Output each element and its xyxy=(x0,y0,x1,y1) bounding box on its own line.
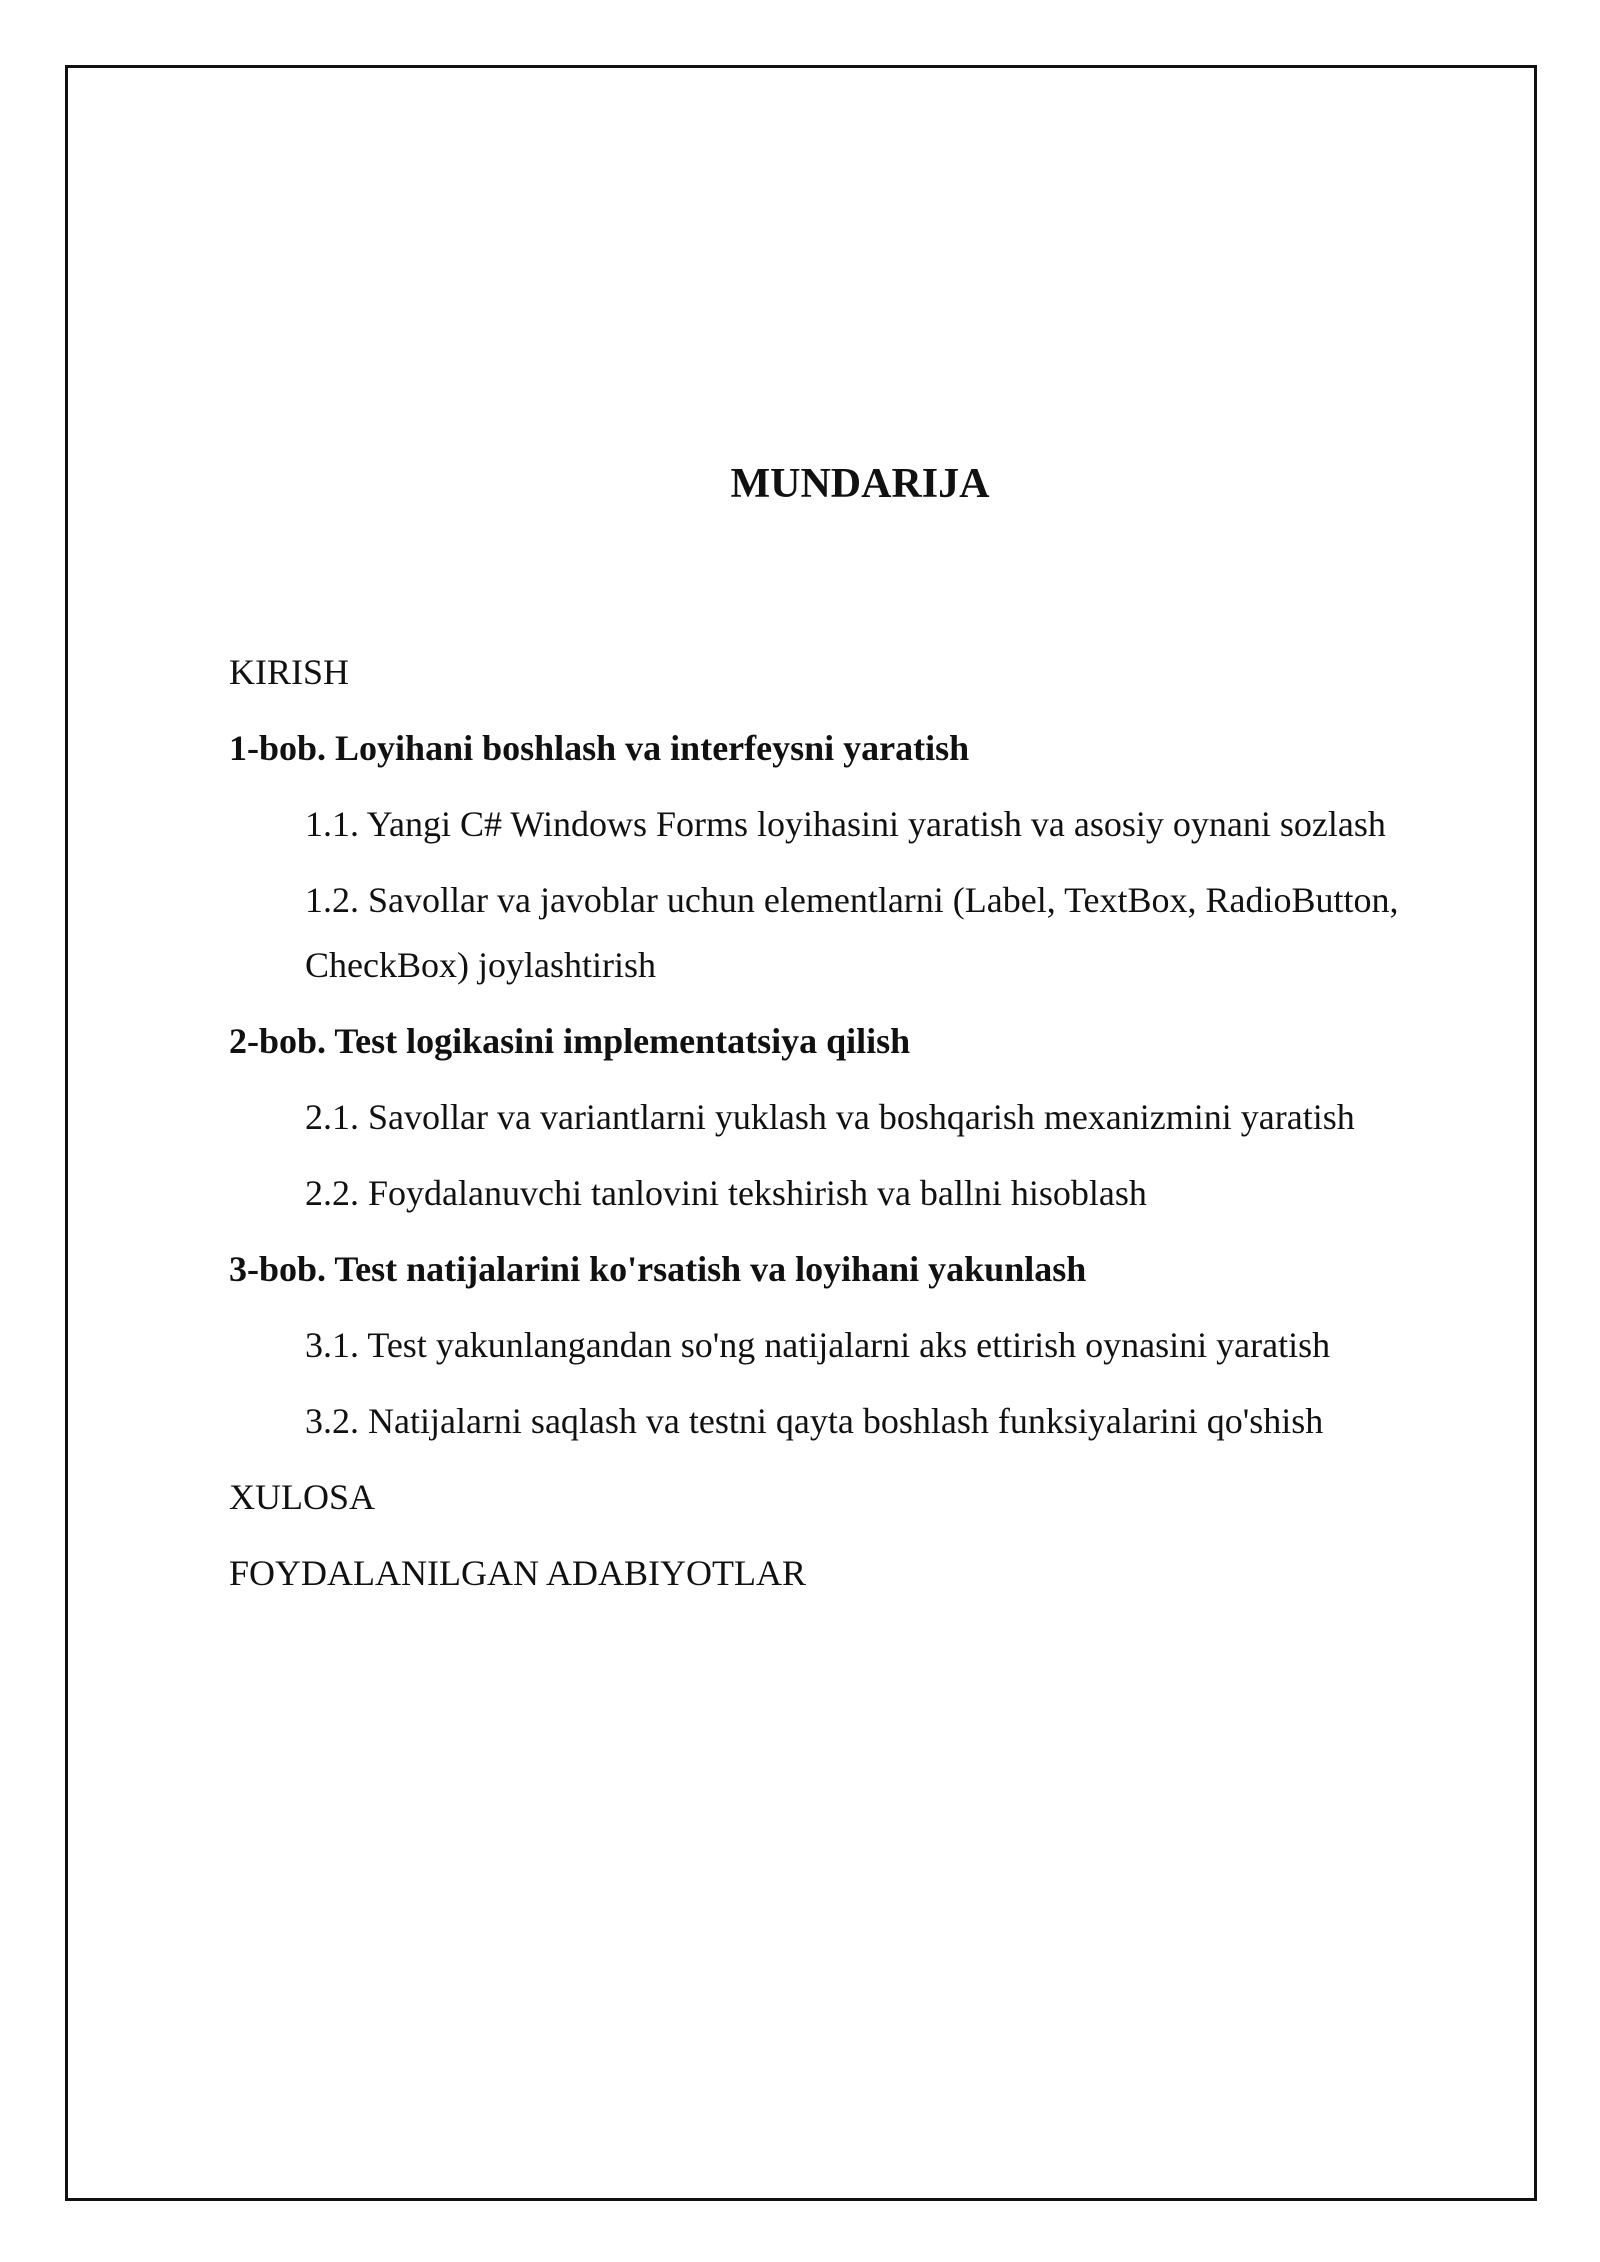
toc-chapter-3: 3-bob. Test natijalarini ko'rsatish va loyihani yakunlash xyxy=(229,1249,1087,1289)
toc-section-3-2: 3.2. Natijalarni saqlash va testni qayta boshlash funksiyalarini qo'shish xyxy=(305,1401,1324,1441)
toc-entry-introduction: KIRISH xyxy=(229,652,350,692)
toc-section-2-2: 2.2. Foydalanuvchi tanlovini tekshirish va ballni hisoblash xyxy=(305,1173,1147,1213)
toc-entry-conclusion: XULOSA xyxy=(229,1477,376,1517)
page-title: MUNDARIJA xyxy=(730,461,990,507)
toc-chapter-2: 2-bob. Test logikasini implementatsiya qilish xyxy=(229,1021,911,1061)
table-of-contents xyxy=(229,640,1479,1617)
toc-chapter-1: 1-bob. Loyihani boshlash va interfeysni yaratish xyxy=(229,728,970,768)
toc-section-1-2: 1.2. Savollar va javoblar uchun elementlarni (Label, TextBox, RadioButton, CheckBox) joylashtirish xyxy=(305,880,1399,985)
toc-section-3-1: 3.1. Test yakunlangandan so'ng natijalarni aks ettirish oynasini yaratish xyxy=(305,1325,1331,1365)
toc-section-2-1: 2.1. Savollar va variantlarni yuklash va boshqarish mexanizmini yaratish xyxy=(305,1097,1355,1137)
toc-entry-references: FOYDALANILGAN ADABIYOTLAR xyxy=(229,1553,806,1593)
toc-section-1-1: 1.1. Yangi C# Windows Forms loyihasini yaratish va asosiy oynani sozlash xyxy=(305,804,1386,844)
